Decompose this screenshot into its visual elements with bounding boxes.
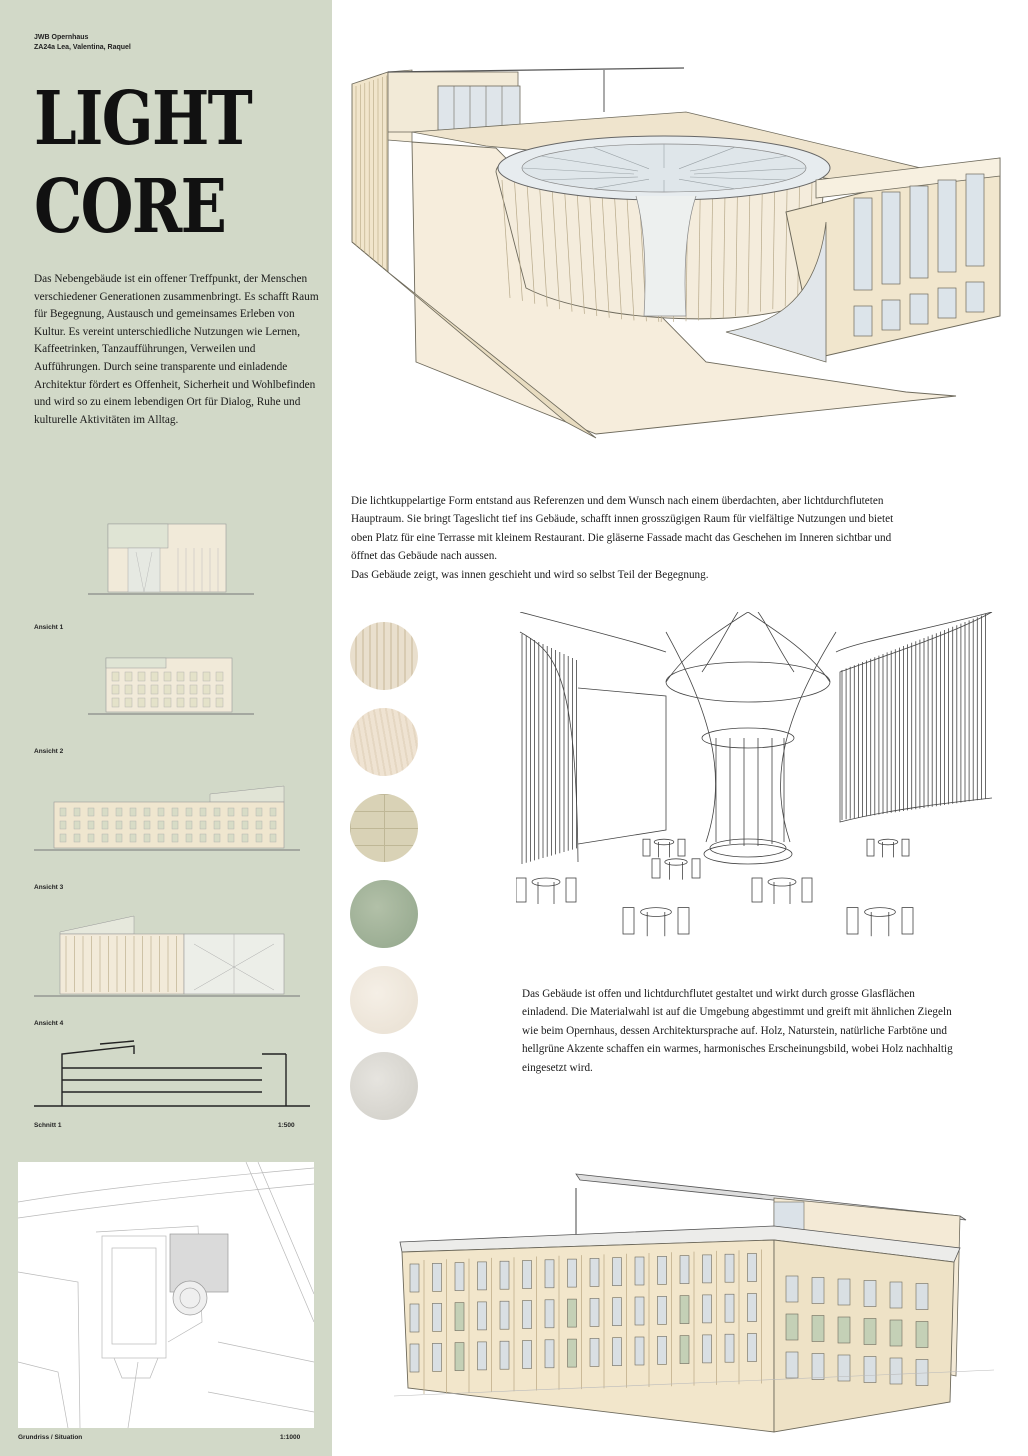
window-mark — [725, 1334, 734, 1362]
window-mark — [478, 1342, 487, 1370]
site-plan-drawing — [18, 1162, 314, 1428]
window-mark — [455, 1263, 464, 1291]
sidebar — [0, 0, 332, 1456]
material-wood-grain-swatch — [350, 708, 418, 776]
window-mark — [410, 1304, 419, 1332]
window-mark — [568, 1299, 577, 1327]
window-mark — [748, 1334, 757, 1362]
window-mark — [112, 698, 119, 707]
window-mark — [890, 1358, 902, 1384]
window-mark — [158, 834, 164, 842]
window-mark — [882, 192, 900, 284]
facade-rendering — [394, 1166, 994, 1450]
chair-mark — [752, 878, 762, 902]
window-mark — [88, 821, 94, 829]
window-mark — [151, 698, 158, 707]
window-mark — [938, 288, 956, 318]
window-mark — [102, 834, 108, 842]
window-mark — [433, 1303, 442, 1331]
window-mark — [60, 834, 66, 842]
window-mark — [478, 1262, 487, 1290]
section-scale: 1:500 — [278, 1122, 295, 1129]
title-line-2: CORE — [34, 164, 226, 250]
window-mark — [242, 834, 248, 842]
window-mark — [151, 672, 158, 681]
window-mark — [658, 1256, 667, 1284]
window-mark — [748, 1294, 757, 1322]
window-mark — [270, 808, 276, 816]
window-mark — [186, 821, 192, 829]
hero-rendering — [346, 62, 1010, 452]
window-mark — [786, 1352, 798, 1378]
window-mark — [500, 1261, 509, 1289]
window-mark — [203, 685, 210, 694]
window-mark — [200, 834, 206, 842]
window-mark — [725, 1254, 734, 1282]
window-mark — [144, 808, 150, 816]
window-mark — [112, 685, 119, 694]
window-mark — [172, 834, 178, 842]
window-mark — [938, 180, 956, 272]
site-plan-label: Grundriss / Situation — [18, 1434, 83, 1441]
window-mark — [455, 1303, 464, 1331]
window-mark — [74, 834, 80, 842]
chair-mark — [623, 908, 634, 934]
material-terrazzo-swatch — [350, 1052, 418, 1120]
project-meta — [34, 33, 131, 53]
section-drawing — [34, 1038, 314, 1110]
window-mark — [116, 821, 122, 829]
window-mark — [680, 1296, 689, 1324]
window-mark — [864, 1319, 876, 1345]
window-mark — [88, 834, 94, 842]
table-mark — [641, 908, 672, 917]
window-mark — [130, 834, 136, 842]
window-mark — [658, 1296, 667, 1324]
window-mark — [200, 808, 206, 816]
window-mark — [523, 1261, 532, 1289]
window-mark — [613, 1298, 622, 1326]
window-mark — [635, 1337, 644, 1365]
window-mark — [433, 1263, 442, 1291]
window-mark — [228, 834, 234, 842]
window-mark — [125, 698, 132, 707]
window-mark — [786, 1314, 798, 1340]
table-mark — [865, 908, 896, 917]
table-mark — [532, 878, 560, 886]
window-mark — [455, 1343, 464, 1371]
window-mark — [703, 1335, 712, 1363]
table-mark — [665, 859, 687, 865]
chair-mark — [678, 908, 689, 934]
material-wood-slats-swatch — [350, 622, 418, 690]
window-mark — [635, 1257, 644, 1285]
chair-mark — [566, 878, 576, 902]
chair-mark — [902, 908, 913, 934]
window-mark — [138, 672, 145, 681]
project-authors: ZA24a Lea, Valentina, Raquel — [34, 44, 131, 51]
window-mark — [74, 821, 80, 829]
window-mark — [864, 1281, 876, 1307]
window-mark — [545, 1260, 554, 1288]
window-mark — [256, 808, 262, 816]
chair-mark — [692, 859, 700, 878]
chair-mark — [516, 878, 526, 902]
view-1-label: Ansicht 1 — [34, 624, 64, 631]
material-green-plaster-swatch — [350, 880, 418, 948]
window-mark — [478, 1302, 487, 1330]
chair-mark — [847, 908, 858, 934]
material-light-stone-swatch — [350, 966, 418, 1034]
window-mark — [172, 821, 178, 829]
window-mark — [812, 1316, 824, 1342]
window-mark — [680, 1336, 689, 1364]
window-mark — [256, 834, 262, 842]
chair-mark — [643, 839, 650, 856]
window-mark — [703, 1255, 712, 1283]
elevation-3-drawing — [34, 780, 300, 854]
window-mark — [144, 821, 150, 829]
window-mark — [125, 685, 132, 694]
window-mark — [786, 1276, 798, 1302]
window-mark — [130, 808, 136, 816]
window-mark — [613, 1258, 622, 1286]
dome-text — [351, 492, 917, 584]
window-mark — [590, 1298, 599, 1326]
view-4-label: Ansicht 4 — [34, 1020, 64, 1027]
window-mark — [214, 821, 220, 829]
window-mark — [545, 1340, 554, 1368]
window-mark — [102, 821, 108, 829]
window-mark — [966, 174, 984, 266]
window-mark — [590, 1338, 599, 1366]
elevation-1-drawing — [88, 518, 254, 598]
window-mark — [242, 821, 248, 829]
window-mark — [190, 685, 197, 694]
window-mark — [216, 685, 223, 694]
title-line-1: LIGHT — [34, 76, 252, 162]
window-mark — [748, 1254, 757, 1282]
window-mark — [864, 1357, 876, 1383]
window-mark — [725, 1294, 734, 1322]
window-mark — [216, 672, 223, 681]
view-3-label: Ansicht 3 — [34, 884, 64, 891]
intro-text: Das Nebengebäude ist ein offener Treffpunkt, der Menschen verschiedener Generationen zusammenbringt. Es schafft Raum für Begegnung, Austausch und gemeinsames Erleben von Kultur. Es vereint unterschiedliche Nutzungen wie Lernen, Kaffeetrinken, Tanzaufführungen, Verweilen und Aufführungen. Durch seine transparente und einladende Architektur fördert es Offenheit, Sicherheit und Wohlbefinden und wird so zu einem lebendigen Ort für Dialog, Ruhe und kulturelle Aktivitäten im Alltag. — [34, 273, 319, 426]
window-mark — [500, 1341, 509, 1369]
window-mark — [916, 1284, 928, 1310]
window-mark — [613, 1338, 622, 1366]
window-mark — [60, 808, 66, 816]
window-mark — [838, 1279, 850, 1305]
window-mark — [177, 672, 184, 681]
window-mark — [410, 1344, 419, 1372]
elevation-4-drawing — [34, 910, 300, 1002]
window-mark — [812, 1354, 824, 1380]
window-mark — [186, 834, 192, 842]
window-mark — [966, 282, 984, 312]
window-mark — [88, 808, 94, 816]
window-mark — [568, 1339, 577, 1367]
window-mark — [410, 1264, 419, 1292]
window-mark — [125, 672, 132, 681]
window-mark — [882, 300, 900, 330]
page-title — [34, 75, 251, 251]
window-mark — [116, 834, 122, 842]
window-mark — [658, 1336, 667, 1364]
chair-mark — [867, 839, 874, 856]
view-2-label: Ansicht 2 — [34, 748, 64, 755]
dome-text-paragraph-2: Das Gebäude zeigt, was innen geschieht und wird so selbst Teil der Begegnung. — [351, 568, 709, 581]
window-mark — [203, 672, 210, 681]
window-mark — [158, 821, 164, 829]
window-mark — [812, 1278, 824, 1304]
site-plan-scale: 1:1000 — [280, 1434, 301, 1441]
material-stone-tiles-swatch — [350, 794, 418, 862]
window-mark — [500, 1301, 509, 1329]
chair-mark — [902, 839, 909, 856]
table-mark — [768, 878, 796, 886]
chair-mark — [678, 839, 685, 856]
window-mark — [112, 672, 119, 681]
window-mark — [130, 821, 136, 829]
window-mark — [186, 808, 192, 816]
window-mark — [102, 808, 108, 816]
window-mark — [144, 834, 150, 842]
window-mark — [203, 698, 210, 707]
window-mark — [890, 1282, 902, 1308]
window-mark — [568, 1259, 577, 1287]
window-mark — [214, 808, 220, 816]
window-mark — [545, 1300, 554, 1328]
window-mark — [523, 1341, 532, 1369]
window-mark — [916, 1322, 928, 1348]
material-text: Das Gebäude ist offen und lichtdurchflutet gestaltet und wirkt durch grosse Glasflächen einladend. Die Materialwahl ist auf die Umgebung abgestimmt und greift mit ähnlichen Ziegeln wie beim Opernhaus, dessen Architektursprache auf. Holz, Naturstein, natürliche Farbtöne und hellgrüne Akzente schaffen ein warmes, harmonisches Erscheinungsbild, wobei Holz nachhaltig eingesetzt wird. — [522, 988, 953, 1074]
window-mark — [172, 808, 178, 816]
window-mark — [270, 821, 276, 829]
chair-mark — [652, 859, 660, 878]
table-mark — [654, 839, 674, 845]
window-mark — [164, 698, 171, 707]
window-mark — [680, 1256, 689, 1284]
window-mark — [838, 1355, 850, 1381]
window-mark — [890, 1320, 902, 1346]
window-mark — [523, 1301, 532, 1329]
window-mark — [138, 698, 145, 707]
window-mark — [854, 198, 872, 290]
window-mark — [151, 685, 158, 694]
window-mark — [242, 808, 248, 816]
window-mark — [138, 685, 145, 694]
window-mark — [433, 1343, 442, 1371]
window-mark — [703, 1295, 712, 1323]
dome-text-paragraph-1: Die lichtkuppelartige Form entstand aus Referenzen und dem Wunsch nach einem überdachten, aber lichtdurchfluteten Hauptraum. Sie bringt Tageslicht tief ins Gebäude, schafft innen grosszügigen Raum für vielfältige Nutzungen und bietet oben Platz für eine Terrasse mit kleinem Restaurant. Die gläserne Fassade macht das Geschehen im Inneren sichtbar und öffnet das Gebäude nach aussen. — [351, 495, 894, 563]
window-mark — [216, 698, 223, 707]
window-mark — [910, 294, 928, 324]
table-mark — [878, 839, 898, 845]
window-mark — [256, 821, 262, 829]
window-mark — [158, 808, 164, 816]
window-mark — [74, 808, 80, 816]
window-mark — [838, 1317, 850, 1343]
window-mark — [590, 1258, 599, 1286]
window-mark — [214, 834, 220, 842]
chair-mark — [802, 878, 812, 902]
window-mark — [164, 672, 171, 681]
window-mark — [270, 834, 276, 842]
window-mark — [116, 808, 122, 816]
window-mark — [228, 808, 234, 816]
window-mark — [164, 685, 171, 694]
window-mark — [177, 698, 184, 707]
window-mark — [190, 698, 197, 707]
interior-drawing — [516, 612, 994, 952]
window-mark — [60, 821, 66, 829]
window-mark — [200, 821, 206, 829]
section-label: Schnitt 1 — [34, 1122, 62, 1129]
window-mark — [190, 672, 197, 681]
window-mark — [228, 821, 234, 829]
project-name: JWB Opernhaus — [34, 34, 89, 41]
window-mark — [177, 685, 184, 694]
window-mark — [635, 1297, 644, 1325]
window-mark — [916, 1360, 928, 1386]
window-mark — [854, 306, 872, 336]
elevation-2-drawing — [88, 648, 254, 718]
window-mark — [910, 186, 928, 278]
